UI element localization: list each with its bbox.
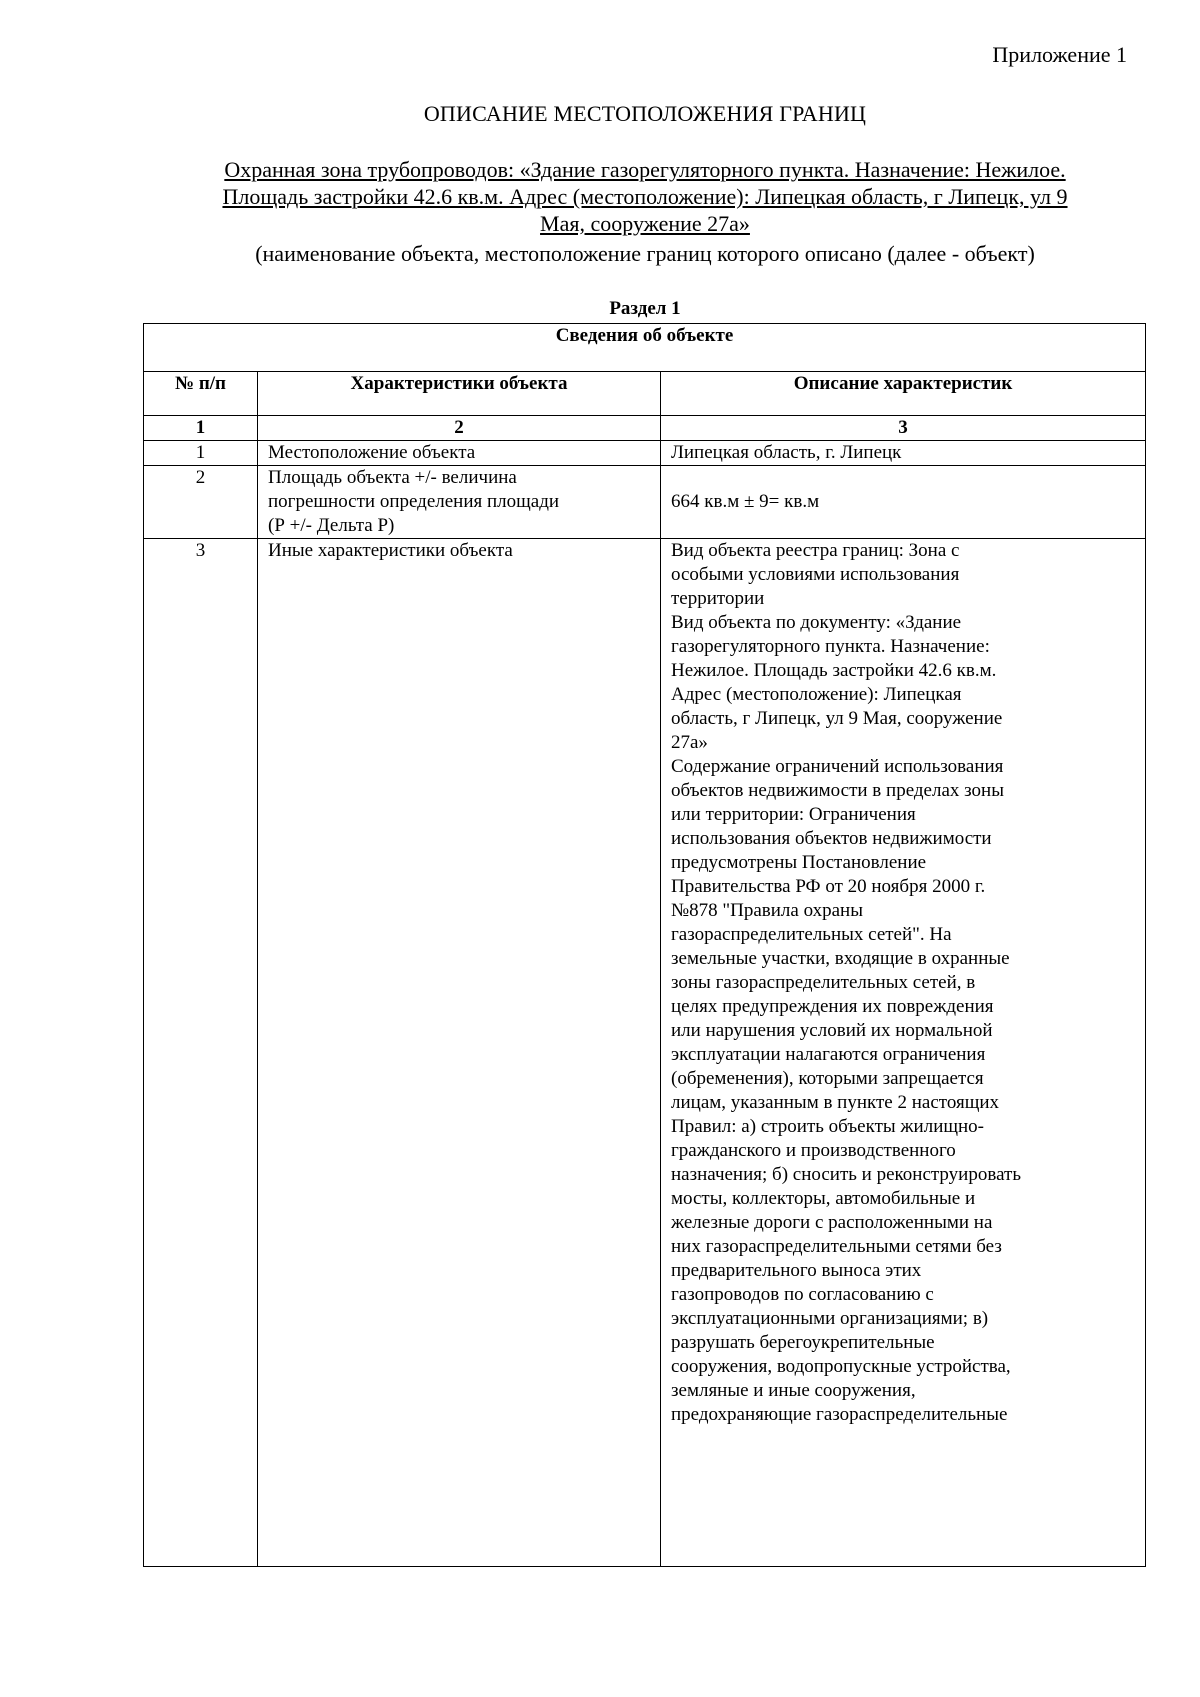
row-number: 2 (144, 466, 258, 539)
column-number: 3 (661, 416, 1146, 441)
object-caption: (наименование объекта, местоположение границ которого описано (далее - объект) (255, 241, 1035, 266)
object-name-line: Площадь застройки 42.6 кв.м. Адрес (местоположение): Липецкая область, г Липецк, ул 9 (222, 184, 1068, 209)
section-label: Раздел 1 (609, 298, 681, 319)
text-line: территории (671, 588, 765, 609)
row-characteristic (258, 466, 661, 539)
text-line: Вид объекта по документу: «Здание (671, 612, 962, 633)
text-line: предварительного выноса этих (671, 1260, 922, 1281)
text-line: лицам, указанным в пункте 2 настоящих (671, 1092, 1000, 1113)
row-characteristic (258, 539, 661, 1567)
table-caption: Сведения об объекте (144, 324, 1146, 372)
object-name (160, 156, 1130, 237)
text-line: Правительства РФ от 20 ноября 2000 г. (671, 876, 986, 897)
text-line: Содержание ограничений использования (671, 756, 1004, 777)
text-line: земляные и иные сооружения, (671, 1380, 916, 1401)
text-line: использования объектов недвижимости (671, 828, 992, 849)
text-line: Вид объекта реестра границ: Зона с (671, 540, 960, 561)
text-line: них газораспределительными сетями без (671, 1236, 1002, 1257)
row-characteristic (258, 441, 661, 466)
text-line: газораспределительных сетей". На (671, 924, 952, 945)
object-name-line: Мая, сооружение 27а» (540, 211, 750, 236)
object-info-table (143, 323, 1146, 1567)
text-line: область, г Липецк, ул 9 Мая, сооружение (671, 708, 1003, 729)
text-line: Адрес (местоположение): Липецкая (671, 684, 962, 705)
column-number: 2 (258, 416, 661, 441)
row-description (661, 441, 1146, 466)
appendix-label: Приложение 1 (992, 42, 1127, 67)
text-line: погрешности определения площади (268, 491, 560, 512)
column-number: 1 (144, 416, 258, 441)
text-line: Площадь объекта +/- величина (268, 467, 517, 488)
text-line: мосты, коллекторы, автомобильные и (671, 1188, 976, 1209)
text-line: Правил: а) строить объекты жилищно- (671, 1116, 984, 1137)
text-line: Липецкая область, г. Липецк (671, 442, 902, 463)
text-line: или нарушения условий их нормальной (671, 1020, 993, 1041)
object-name-line: Охранная зона трубопроводов: «Здание газорегуляторного пункта. Назначение: Нежилое. (224, 157, 1066, 182)
text-line: эксплуатации налагаются ограничения (671, 1044, 986, 1065)
text-line: зоны газораспределительных сетей, в (671, 972, 976, 993)
text-line: железные дороги с расположенными на (671, 1212, 993, 1233)
row-number: 1 (144, 441, 258, 466)
text-line: разрушать берегоукрепительные (671, 1332, 935, 1353)
text-line: целях предупреждения их повреждения (671, 996, 994, 1017)
table-row (144, 441, 1146, 466)
text-line: гражданского и производственного (671, 1140, 956, 1161)
table-row (144, 466, 1146, 539)
text-line: Местоположение объекта (268, 442, 476, 463)
text-line: газопроводов по согласованию с (671, 1284, 934, 1305)
row-number: 3 (144, 539, 258, 1567)
text-line: газорегуляторного пункта. Назначение: (671, 636, 990, 657)
row-description (661, 466, 1146, 539)
text-line: или территории: Ограничения (671, 804, 916, 825)
column-header-number: № п/п (144, 372, 258, 416)
text-line: сооружения, водопропускные устройства, (671, 1356, 1011, 1377)
column-header-characteristic: Характеристики объекта (258, 372, 661, 416)
table-row (144, 539, 1146, 1567)
document-title: ОПИСАНИЕ МЕСТОПОЛОЖЕНИЯ ГРАНИЦ (423, 101, 867, 126)
text-line: особыми условиями использования (671, 564, 960, 585)
text-line: Иные характеристики объекта (268, 540, 513, 561)
text-line: №878 "Правила охраны (671, 900, 863, 921)
text-line: (обременения), которыми запрещается (671, 1068, 984, 1089)
text-line: предохраняющие газораспределительные (671, 1404, 1008, 1425)
text-line: Нежилое. Площадь застройки 42.6 кв.м. (671, 660, 997, 681)
column-header-description: Описание характеристик (661, 372, 1146, 416)
text-line: 27а» (671, 732, 708, 753)
text-line: назначения; б) сносить и реконструировать (671, 1164, 1021, 1185)
text-line: 664 кв.м ± 9= кв.м (671, 491, 820, 512)
text-line: земельные участки, входящие в охранные (671, 948, 1010, 969)
text-line: предусмотрены Постановление (671, 852, 927, 873)
text-line: объектов недвижимости в пределах зоны (671, 780, 1004, 801)
row-description (661, 539, 1146, 1567)
text-line: (Р +/- Дельта Р) (268, 515, 395, 536)
text-line: эксплуатационными организациями; в) (671, 1308, 989, 1329)
